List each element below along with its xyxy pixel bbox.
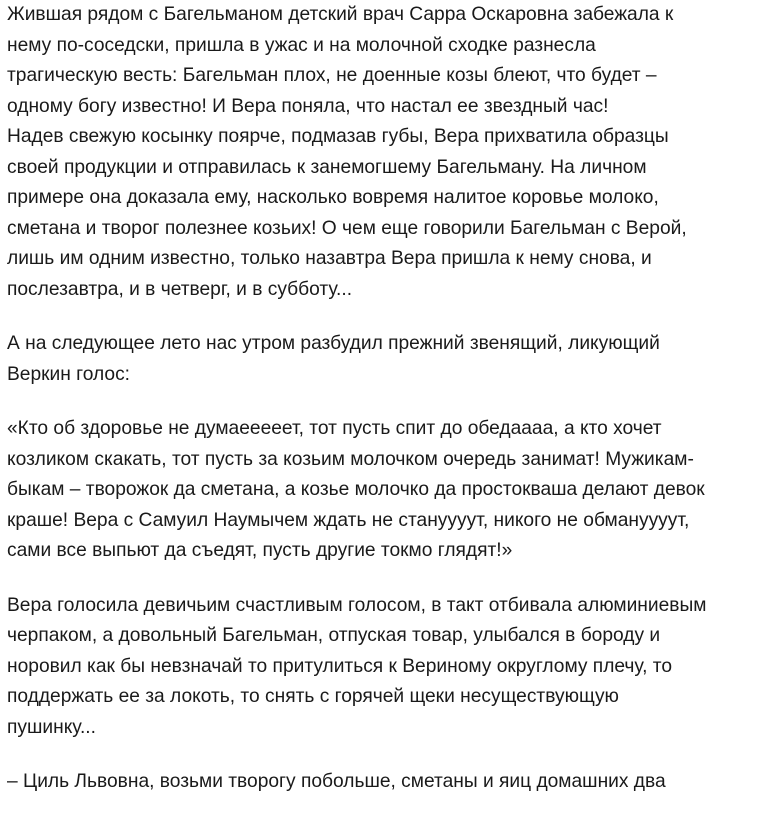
text-line: Веркин голос: <box>7 363 131 385</box>
text-line: нему по-соседски, пришла в ужас и на молочной сходке разнесла <box>7 34 596 56</box>
text-line: норовил как бы невзначай то притулиться к Вериному округлому плечу, то <box>7 655 673 677</box>
text-line: примере она доказала ему, насколько вовремя налитое коровье молоко, <box>7 187 659 208</box>
paragraph-2 <box>7 329 767 390</box>
text-line: пушинку... <box>7 716 96 738</box>
text-line: краше! Вера с Самуил Наумычем ждать не стануууут, никого не обмануууут, <box>7 509 690 531</box>
article-text <box>7 0 767 822</box>
text-line: «Кто об здоровье не думаееееет, тот пусть спит до обедаааа, а кто хочет <box>7 418 662 439</box>
text-line: одному богу известно! И Вера поняла, что настал ее звездный час! <box>7 95 609 117</box>
text-line: Вера голосила девичьим счастливым голосом, в такт отбивала алюминиевым <box>7 594 707 616</box>
text-line: быкам – творожок да сметана, а козье молочко да простокваша делают девок <box>7 479 705 500</box>
text-line: черпаком, а довольный Багельман, отпуская товар, улыбался в бороду и <box>7 625 661 646</box>
paragraph-1 <box>7 0 767 305</box>
text-line: своей продукции и отправилась к занемогшему Багельману. На личном <box>7 156 647 178</box>
paragraph-5 <box>7 767 767 798</box>
text-line: Надев свежую косынку поярче, подмазав губы, Вера прихватила образцы <box>7 126 669 147</box>
text-line: козликом скакать, тот пусть за козьим молочком очередь занимат! Мужикам- <box>7 448 694 470</box>
text-line: сами все выпьют да съедят, пусть другие токмо глядят!» <box>7 540 513 561</box>
text-line: А на следующее лето нас утром разбудил прежний звенящий, ликующий <box>7 333 660 354</box>
paragraph-3-quote <box>7 414 767 567</box>
text-line: трагическую весть: Багельман плох, не доенные козы блеют, что будет – <box>7 65 657 86</box>
text-line: Жившая рядом с Багельманом детский врач Сарра Оскаровна забежала к <box>7 4 674 25</box>
text-line: поддержать ее за локоть, то снять с горячей щеки несуществующую <box>7 686 619 707</box>
text-line: послезавтра, и в четверг, и в субботу... <box>7 278 353 300</box>
text-line: – Циль Львовна, возьми творогу побольше, сметаны и яиц домашних два <box>7 771 666 792</box>
text-line: лишь им одним известно, только назавтра Вера пришла к нему снова, и <box>7 248 652 269</box>
paragraph-4 <box>7 591 767 744</box>
text-line: сметана и творог полезнее козьих! О чем еще говорили Багельман с Верой, <box>7 217 687 239</box>
